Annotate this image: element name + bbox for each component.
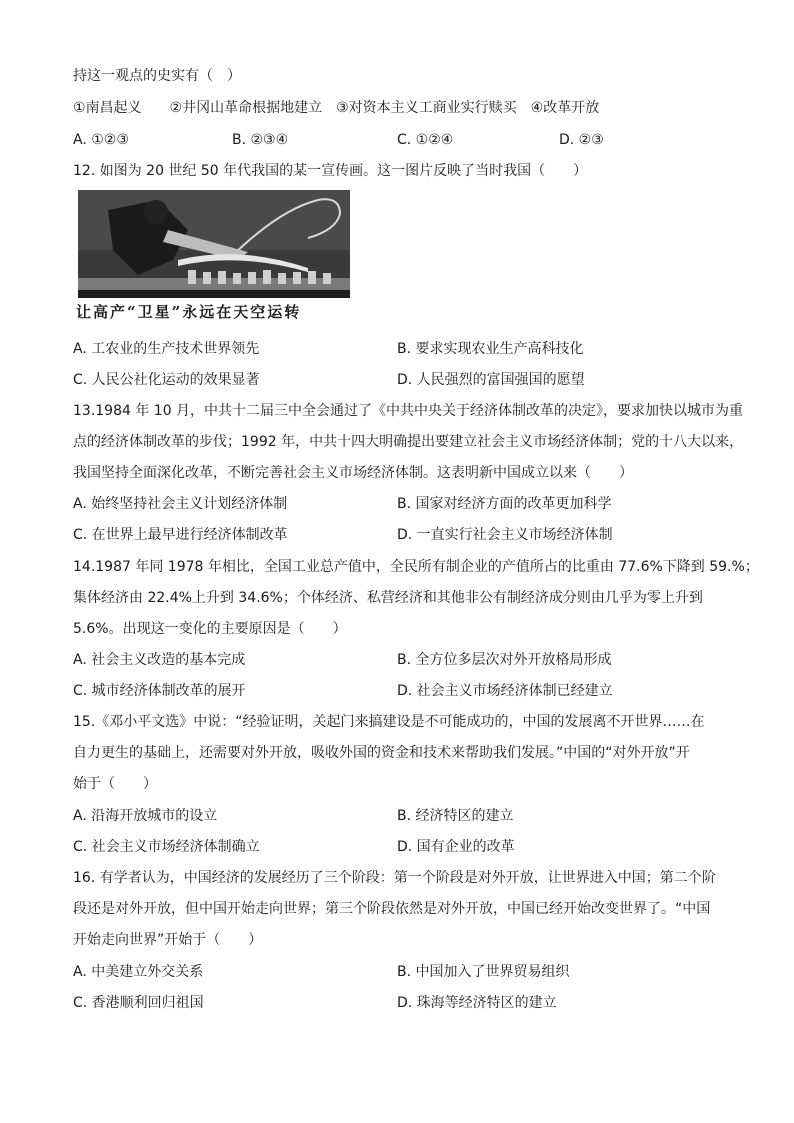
poster-illustration: [78, 190, 350, 298]
poster-caption: 让高产“卫星”永远在天空运转: [76, 303, 302, 321]
q16-stem-line-1: 16. 有学者认为，中国经济的发展经历了三个阶段：第一个阶段是对外开放，让世界进入中国；第二个阶: [73, 870, 716, 886]
q11-stem-tail: 持这一观点的史实有（ ）: [73, 68, 241, 84]
q11-option-a[interactable]: A. ①②③: [73, 132, 129, 148]
q15-option-b[interactable]: B. 经济特区的建立: [397, 808, 514, 824]
q12-option-c[interactable]: C. 人民公社化运动的效果显著: [73, 372, 260, 388]
q14-option-a[interactable]: A. 社会主义改造的基本完成: [73, 652, 246, 668]
q14-stem-line-1: 14.1987 年同 1978 年相比，全国工业总产值中，全民所有制企业的产值所占的比重由 77.6%下降到 59.%；: [73, 559, 759, 575]
q12-option-a[interactable]: A. 工农业的生产技术世界领先: [73, 341, 260, 357]
q15-option-d[interactable]: D. 国有企业的改革: [397, 839, 515, 855]
q15-option-c[interactable]: C. 社会主义市场经济体制确立: [73, 839, 260, 855]
q13-option-c[interactable]: C. 在世界上最早进行经济体制改革: [73, 527, 288, 543]
q12-stem: 12. 如图为 20 世纪 50 年代我国的某一宣传画。这一图片反映了当时我国（ ）: [73, 163, 588, 179]
q11-option-d[interactable]: D. ②③: [559, 132, 604, 148]
q13-stem-line-1: 13.1984 年 10 月，中共十二届三中全会通过了《中共中央关于经济体制改革的决定》，要求加快以城市为重: [73, 403, 744, 419]
q16-stem-line-3: 开始走向世界”开始于（ ）: [73, 932, 263, 948]
q16-option-b[interactable]: B. 中国加入了世界贸易组织: [397, 964, 570, 980]
q12-option-d[interactable]: D. 人民强烈的富国强国的愿望: [397, 372, 585, 388]
q14-option-b[interactable]: B. 全方位多层次对外开放格局形成: [397, 652, 612, 668]
q16-stem-line-2: 段还是对外开放，但中国开始走向世界；第三个阶段依然是对外开放，中国已经开始改变世界了。“中国: [73, 901, 711, 917]
q13-option-a[interactable]: A. 始终坚持社会主义计划经济体制: [73, 496, 288, 512]
q12-option-b[interactable]: B. 要求实现农业生产高科技化: [397, 341, 584, 357]
q13-option-d[interactable]: D. 一直实行社会主义市场经济体制: [397, 527, 613, 543]
q15-stem-line-1: 15.《邓小平文选》中说：“经验证明，关起门来搞建设是不可能成功的，中国的发展离不开世界……在: [73, 714, 705, 730]
q16-option-a[interactable]: A. 中美建立外交关系: [73, 964, 204, 980]
q14-stem-line-3: 5.6%。出现这一变化的主要原因是（ ）: [73, 621, 347, 637]
propaganda-poster-image: [78, 190, 350, 298]
q15-stem-line-2: 自力更生的基础上，还需要对外开放，吸收外国的资金和技术来帮助我们发展。”中国的“对外开放”开: [73, 745, 690, 761]
q16-option-c[interactable]: C. 香港顺利回归祖国: [73, 995, 204, 1011]
q16-option-d[interactable]: D. 珠海等经济特区的建立: [397, 995, 557, 1011]
q14-option-c[interactable]: C. 城市经济体制改革的展开: [73, 683, 246, 699]
q11-items: ①南昌起义 ②井冈山革命根据地建立 ③对资本主义工商业实行赎买 ④改革开放: [73, 100, 600, 116]
q14-stem-line-2: 集体经济由 22.4%上升到 34.6%；个体经济、私营经济和其他非公有制经济成分则由几乎为零上升到: [73, 590, 703, 606]
q15-stem-line-3: 始于（ ）: [73, 776, 157, 792]
q15-option-a[interactable]: A. 沿海开放城市的设立: [73, 808, 218, 824]
q14-option-d[interactable]: D. 社会主义市场经济体制已经建立: [397, 683, 613, 699]
q13-stem-line-3: 我国坚持全面深化改革，不断完善社会主义市场经济体制。这表明新中国成立以来（ ）: [73, 465, 633, 481]
q13-stem-line-2: 点的经济体制改革的步伐；1992 年，中共十四大明确提出要建立社会主义市场经济体制；党的十八大以来，: [73, 434, 744, 450]
q11-option-b[interactable]: B. ②③④: [232, 132, 289, 148]
q13-option-b[interactable]: B. 国家对经济方面的改革更加科学: [397, 496, 612, 512]
q11-option-c[interactable]: C. ①②④: [397, 132, 454, 148]
